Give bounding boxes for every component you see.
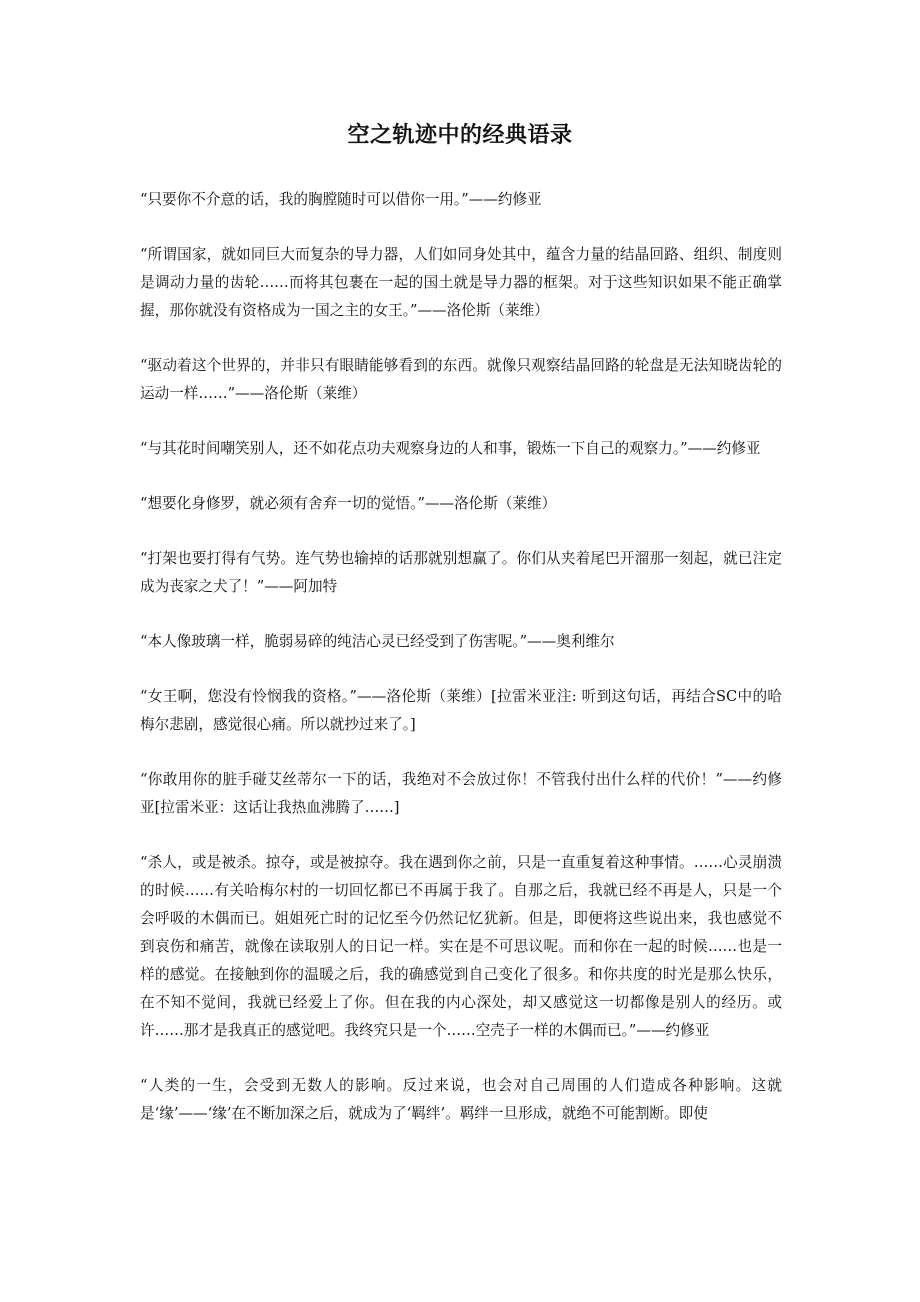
quote-paragraph: “你敢用你的脏手碰艾丝蒂尔一下的话，我绝对不会放过你！不管我付出什么样的代价！”——约修亚[拉雷米亚：这话让我热血沸腾了……]: [140, 771, 782, 816]
quote-paragraph: “驱动着这个世界的，并非只有眼睛能够看到的东西。就像只观察结晶回路的轮盘是无法知晓齿轮的运动一样……”——洛伦斯（莱维）: [140, 357, 782, 402]
quote-paragraph: “只要你不介意的话，我的胸膛随时可以借你一用。”——约修亚: [140, 191, 542, 208]
quote-paragraph: “本人像玻璃一样，脆弱易碎的纯洁心灵已经受到了伤害呢。”——奥利维尔: [140, 633, 615, 650]
quote-paragraph: “人类的一生，会受到无数人的影响。反过来说，也会对自己周围的人们造成各种影响。这就是‘缘’——‘缘’在不断加深之后，就成为了‘羁绊’。羁绊一旦形成，就绝不可能割断。即使: [140, 1077, 782, 1122]
quote-paragraph: “所谓国家，就如同巨大而复杂的导力器，人们如同身处其中，蕴含力量的结晶回路、组织、制度则是调动力量的齿轮……而将其包裹在一起的国土就是导力器的框架。对于这些知识如果不能正确掌握，那你就没有资格成为一国之主的女王。”——洛伦斯（莱维）: [140, 246, 782, 319]
page-title: 空之轨迹中的经典语录: [347, 123, 573, 148]
quote-paragraph: “女王啊，您没有怜悯我的资格。”——洛伦斯（莱维）[拉雷米亚注: 听到这句话，再结合SC中的哈梅尔悲剧，感觉很心痛。所以就抄过来了。]: [140, 688, 782, 733]
quote-list: [140, 186, 782, 1155]
quote-paragraph: “杀人，或是被杀。掠夺，或是被掠夺。我在遇到你之前，只是一直重复着这种事情。……心灵崩溃的时候……有关哈梅尔村的一切回忆都已不再属于我了。自那之后，我就已经不再是人，只是一个会呼吸的木偶而已。姐姐死亡时的记忆至今仍然记忆犹新。但是，即便将这些说出来，我也感觉不到哀伤和痛苦，就像在读取别人的日记一样。实在是不可思议呢。而和你在一起的时候……也是一样的感觉。在接触到你的温暖之后，我的确感觉到自己变化了很多。和你共度的时光是那么快乐，在不知不觉间，我就已经爱上了你。但在我的内心深处，却又感觉这一切都像是别人的经历。或许……那才是我真正的感觉吧。我终究只是一个……空壳子一样的木偶而已。”——约修亚: [140, 854, 782, 1039]
quote-paragraph: “想要化身修罗，就必须有舍弃一切的觉悟。”——洛伦斯（莱维）: [140, 495, 557, 512]
quote-paragraph: “打架也要打得有气势。连气势也输掉的话那就别想赢了。你们从夹着尾巴开溜那一刻起，就已注定成为丧家之犬了！”——阿加特: [140, 550, 782, 595]
quote-paragraph: “与其花时间嘲笑别人，还不如花点功夫观察身边的人和事，锻炼一下自己的观察力。”——约修亚: [140, 440, 761, 457]
